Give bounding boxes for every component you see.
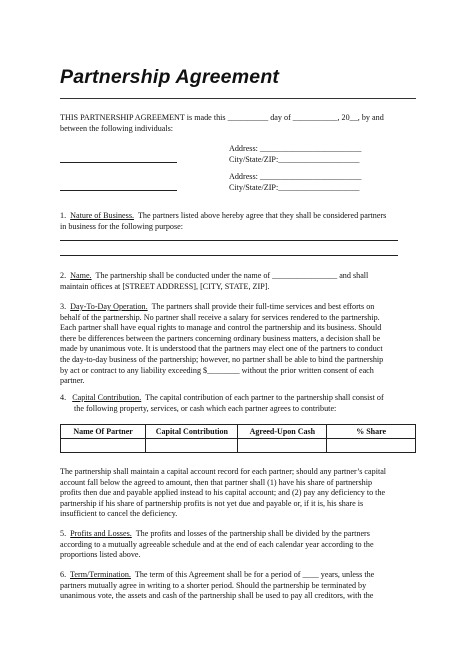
section-nature-of-business	[60, 211, 416, 232]
section-text: according to a mutually agreeable schedule and at the end of each calendar year according to the	[60, 539, 374, 549]
section-text: The capital contribution of each partner to the partnership shall consist of	[145, 393, 384, 402]
party-1-address: Address: _________________________	[229, 144, 362, 153]
section-name	[60, 271, 416, 292]
section-capital-contribution	[60, 393, 416, 414]
table-cell	[146, 439, 238, 453]
section-number: 3.	[60, 302, 67, 311]
party-2-city: City/State/ZIP:____________________	[229, 182, 360, 192]
party-2-name-line	[60, 190, 177, 191]
table-cell	[238, 439, 327, 453]
section-number: 5.	[60, 529, 67, 538]
party-2-address: Address: _________________________	[229, 172, 362, 181]
intro-line: between the following individuals:	[60, 123, 174, 133]
section-text: made by unanimous vote. It is understood that the partners may elect one of the partners to conduct	[60, 344, 383, 354]
table-cell	[61, 439, 146, 453]
table-header-row	[61, 425, 416, 439]
party-2-address-block	[229, 172, 419, 193]
section-text: the day-to-day business of the partnership; however, no partner shall be able to bind the partnership	[60, 354, 384, 364]
party-1-name-line	[60, 162, 177, 163]
section-text: there be differences between the partners concerning ordinary business matters, a decision shall be	[60, 333, 381, 343]
section-text: proportions listed above.	[60, 550, 141, 560]
intro-line: THIS PARTNERSHIP AGREEMENT is made this __________ day of ___________, 20__, by and	[60, 113, 384, 122]
section-heading: Name.	[70, 271, 92, 280]
paragraph-text: insufficient to cancel the deficiency.	[60, 509, 178, 519]
section-day-to-day-operation	[60, 302, 416, 387]
section-heading: Profits and Losses.	[70, 529, 132, 538]
section-text: maintain offices at [STREET ADDRESS], [CITY, STATE, ZIP].	[60, 281, 270, 291]
column-header: Capital Contribution	[146, 425, 238, 439]
section-text: partners mutually agree in writing to a shorter period. Should the partnership be terminated by	[60, 580, 367, 590]
purpose-line-1	[60, 240, 398, 241]
document-title: Partnership Agreement	[60, 66, 280, 88]
section-text: The partners listed above hereby agree that they shall be considered partners	[137, 211, 387, 220]
section-number: 6.	[60, 570, 67, 579]
section-text: The term of this Agreement shall be for a period of ____ years, unless the	[134, 570, 375, 579]
section-text: the following property, services, or cash which each partner agrees to contribute:	[74, 403, 337, 413]
column-header: Name Of Partner	[61, 425, 146, 439]
section-heading: Capital Contribution.	[72, 393, 142, 402]
column-header: Agreed-Upon Cash	[238, 425, 327, 439]
column-header: % Share	[327, 425, 416, 439]
table-cell	[327, 439, 416, 453]
section-number: 2.	[60, 271, 67, 280]
purpose-line-2	[60, 255, 398, 256]
section-heading: Nature of Business.	[70, 211, 135, 220]
section-text: in business for the following purpose:	[60, 221, 183, 231]
paragraph-text: The partnership shall maintain a capital account record for each partner; should any partner’s capital	[60, 467, 387, 476]
section-text: by act or contract to any liability exceeding $________ without the prior written consent of each	[60, 365, 374, 375]
section-text: Each partner shall have equal rights to manage and control the partnership and its business. Should	[60, 323, 382, 333]
section-text: The partners shall provide their full-time services and best efforts on	[151, 302, 375, 311]
section-profits-and-losses	[60, 529, 416, 561]
section-heading: Day-To-Day Operation.	[70, 302, 148, 311]
section-term-termination	[60, 570, 416, 602]
title-divider	[60, 98, 416, 99]
paragraph-text: account fall below the agreed to amount, then that partner shall (1) have his share of partnership	[60, 477, 373, 487]
party-1-city: City/State/ZIP:____________________	[229, 154, 360, 164]
section-text: The profits and losses of the partnership shall be divided by the partners	[135, 529, 370, 538]
paragraph-text: partnership if his share of partnership profits is not yet due and payable or, if it is, his share is	[60, 498, 364, 508]
capital-account-paragraph	[60, 467, 416, 520]
section-number: 4.	[60, 393, 67, 402]
paragraph-text: profits then due and payable applied instead to his capital account; and (2) pay any deficiency to the	[60, 488, 386, 498]
section-text: unanimous vote, the assets and cash of the partnership shall be used to pay all creditors, with the	[60, 591, 374, 601]
capital-contribution-table	[60, 424, 416, 453]
section-text: behalf of the partnership. No partner shall receive a salary for services rendered to the partnership.	[60, 312, 380, 322]
section-heading: Term/Termination.	[70, 570, 131, 579]
section-text: The partnership shall be conducted under the name of ________________ and shall	[95, 271, 369, 280]
party-1-address-block	[229, 144, 419, 165]
section-number: 1.	[60, 211, 67, 220]
intro-paragraph	[60, 113, 416, 134]
section-text: partner.	[60, 376, 85, 386]
table-row	[61, 439, 416, 453]
